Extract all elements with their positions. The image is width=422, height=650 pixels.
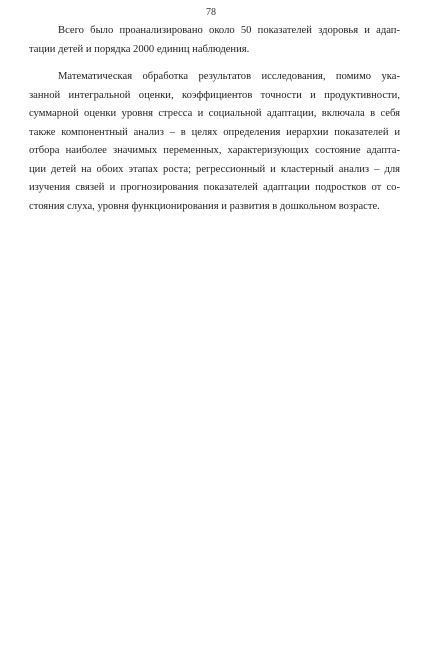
text-line: Математическая обработка результатов исследования, помимо ука- xyxy=(58,71,400,82)
text-line: занной интегральной оценки, коэффициентов точности и продуктивности, xyxy=(29,89,400,101)
text-line: стояния слуха, уровня функционирования и развития в дошкольном возрасте. xyxy=(29,200,380,212)
text-line: тации детей и порядка 2000 единиц наблюдения. xyxy=(29,43,250,55)
text-line: изучения связей и прогнозирования показателей адаптации подростков от со- xyxy=(29,182,400,193)
text-line: ции детей на обоих этапах роста; регрессионный и кластерный анализ – для xyxy=(29,163,400,175)
page-number: 78 xyxy=(206,7,216,18)
paragraph-2 xyxy=(29,68,400,216)
text-line: Всего было проанализировано около 50 показателей здоровья и адап- xyxy=(58,25,400,36)
text-line: отбора наиболее значимых переменных, характеризующих состояние адапта- xyxy=(29,145,400,156)
text-line: суммарной оценки уровня стресса и социальной адаптации, включала в себя xyxy=(29,108,400,119)
paragraph-1 xyxy=(29,22,400,59)
text-line: также компонентный анализ – в целях определения иерархии показателей и xyxy=(29,126,400,138)
